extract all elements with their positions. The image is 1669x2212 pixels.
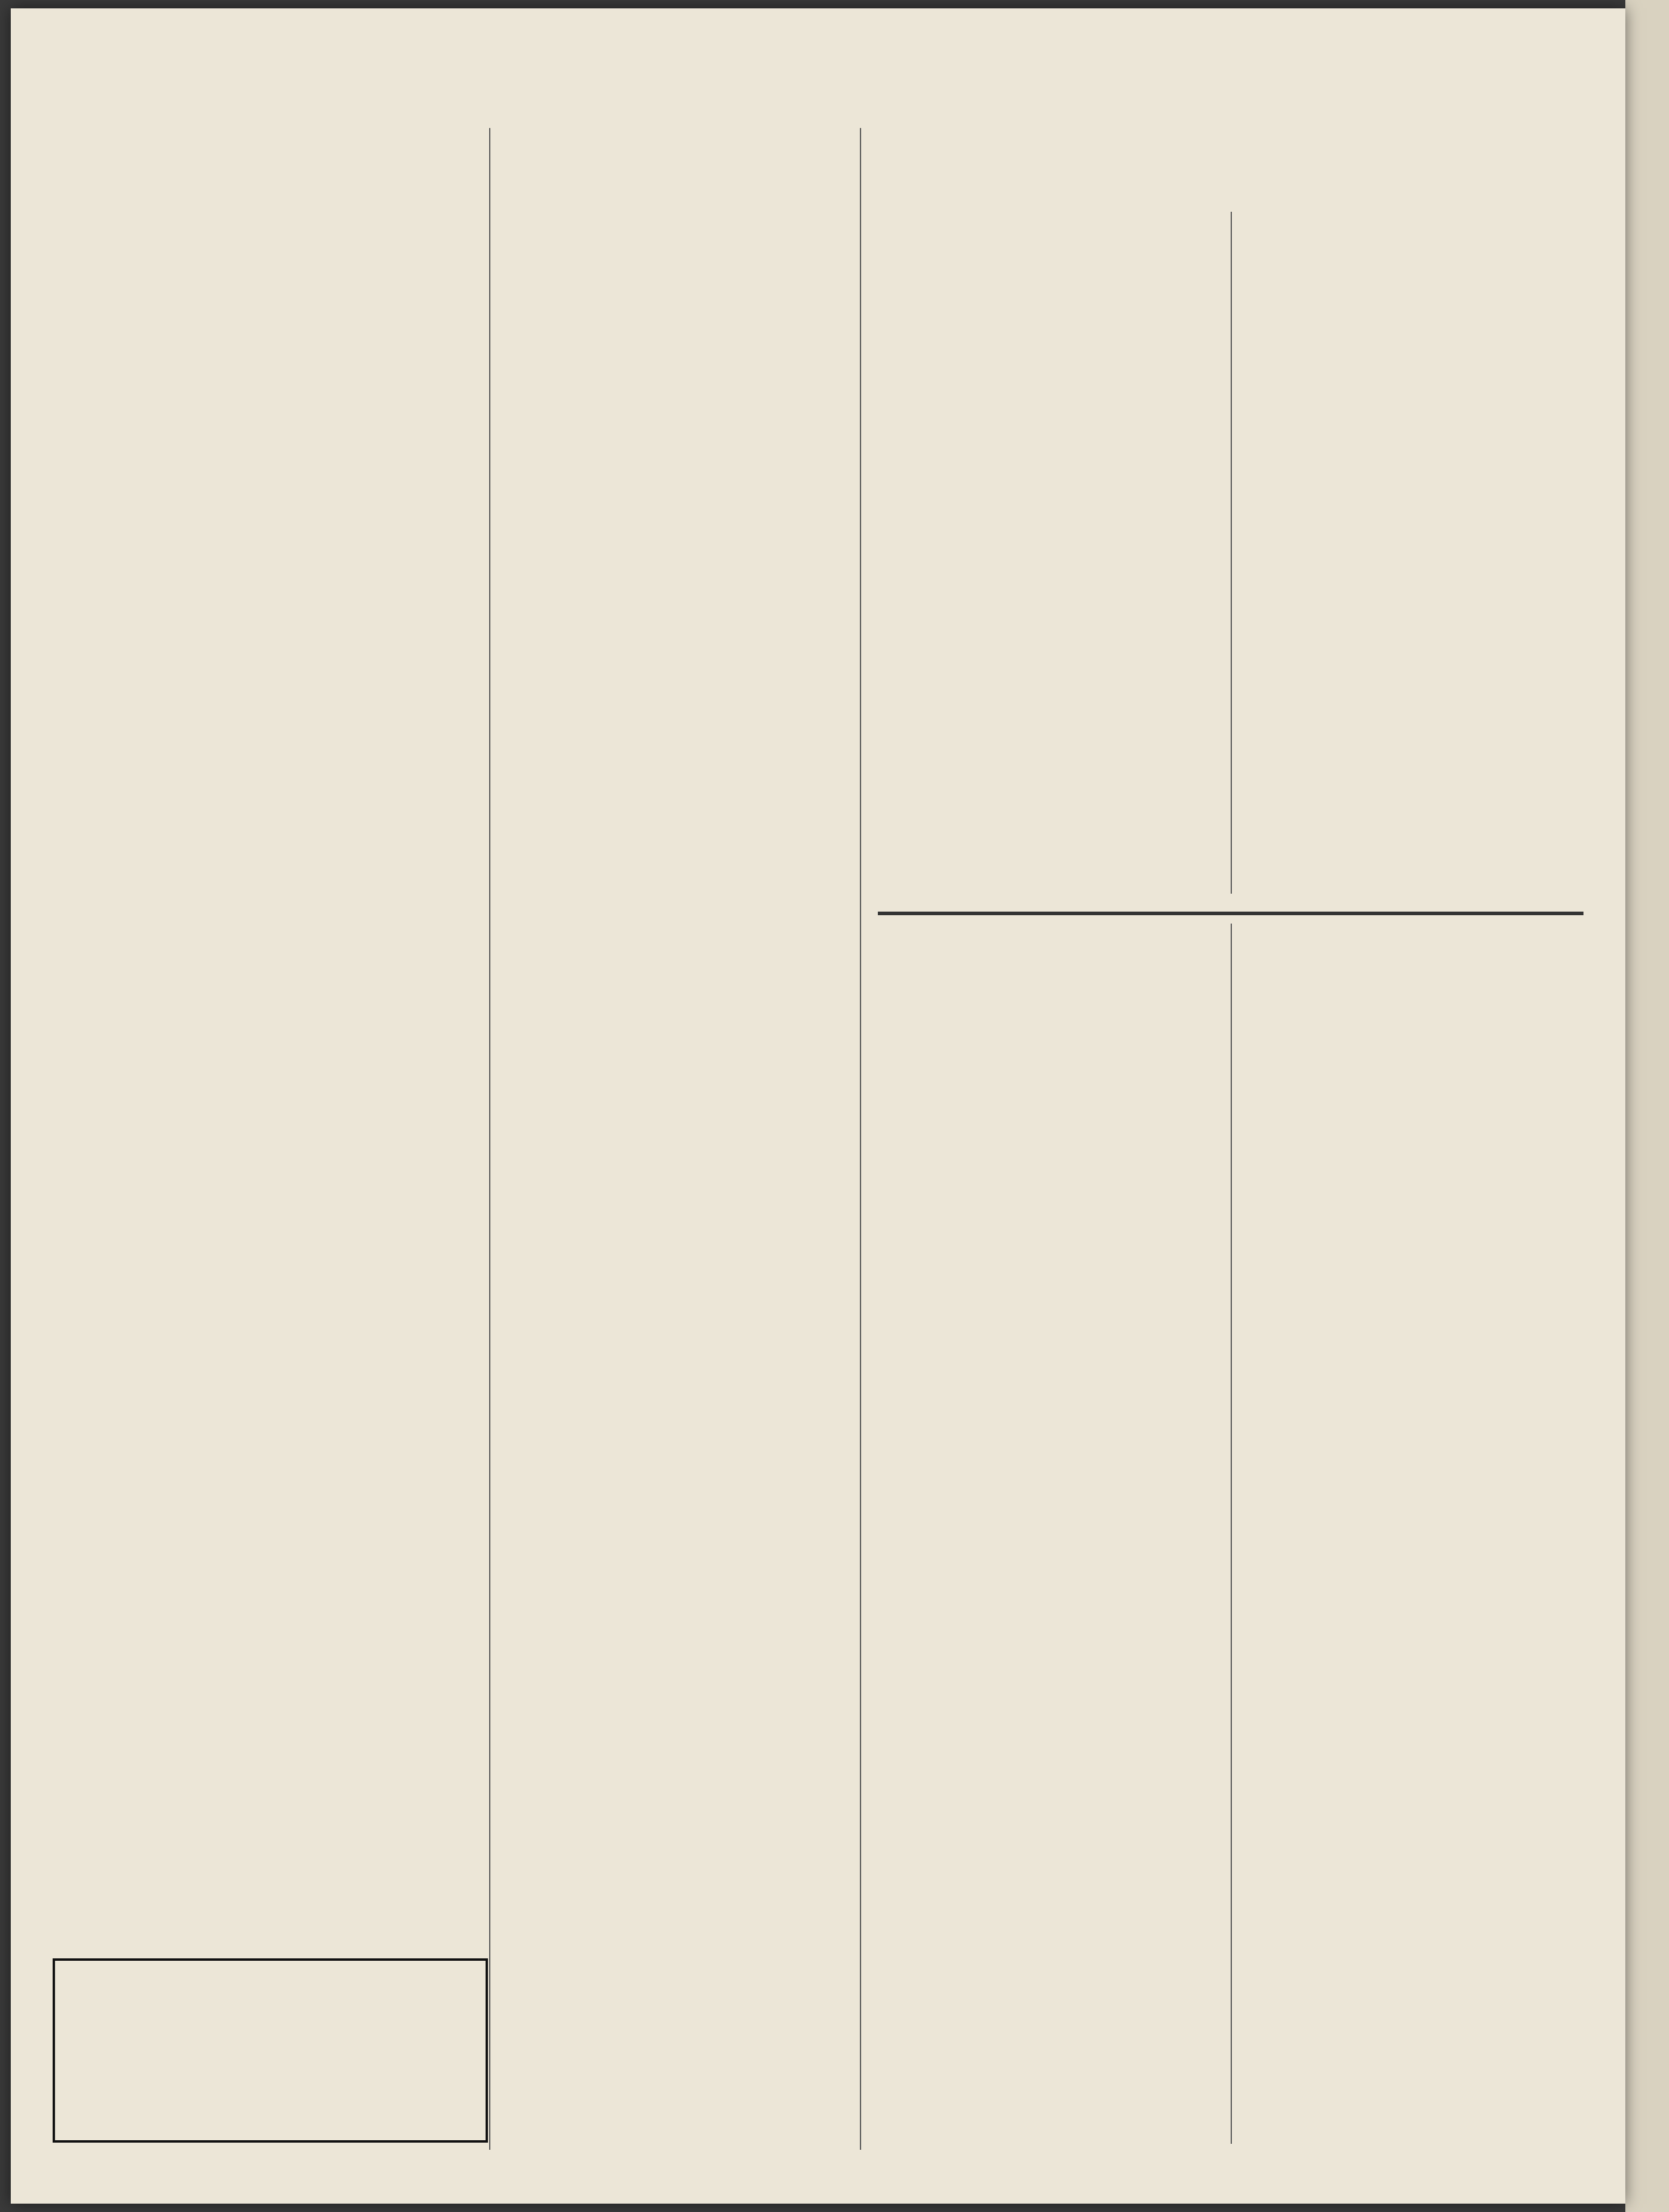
- section-divider: [878, 912, 1583, 915]
- drop-cap: [1518, 211, 1578, 294]
- article-column-4: [53, 128, 477, 1946]
- story2-column-b: [878, 930, 1219, 2150]
- article-column-1: [1243, 212, 1524, 900]
- article-column-2: [878, 212, 1219, 900]
- radio-advertisement: [53, 1958, 488, 2143]
- column-rule: [1231, 212, 1232, 894]
- column-rule: [1231, 924, 1232, 2144]
- article-column-3: [507, 128, 848, 2144]
- column-rule: [860, 128, 861, 2150]
- column-rule: [489, 128, 490, 2150]
- story2-column-a: [1249, 930, 1583, 2150]
- magazine-page: [11, 8, 1625, 2204]
- adjacent-page-edge: [1625, 0, 1669, 2212]
